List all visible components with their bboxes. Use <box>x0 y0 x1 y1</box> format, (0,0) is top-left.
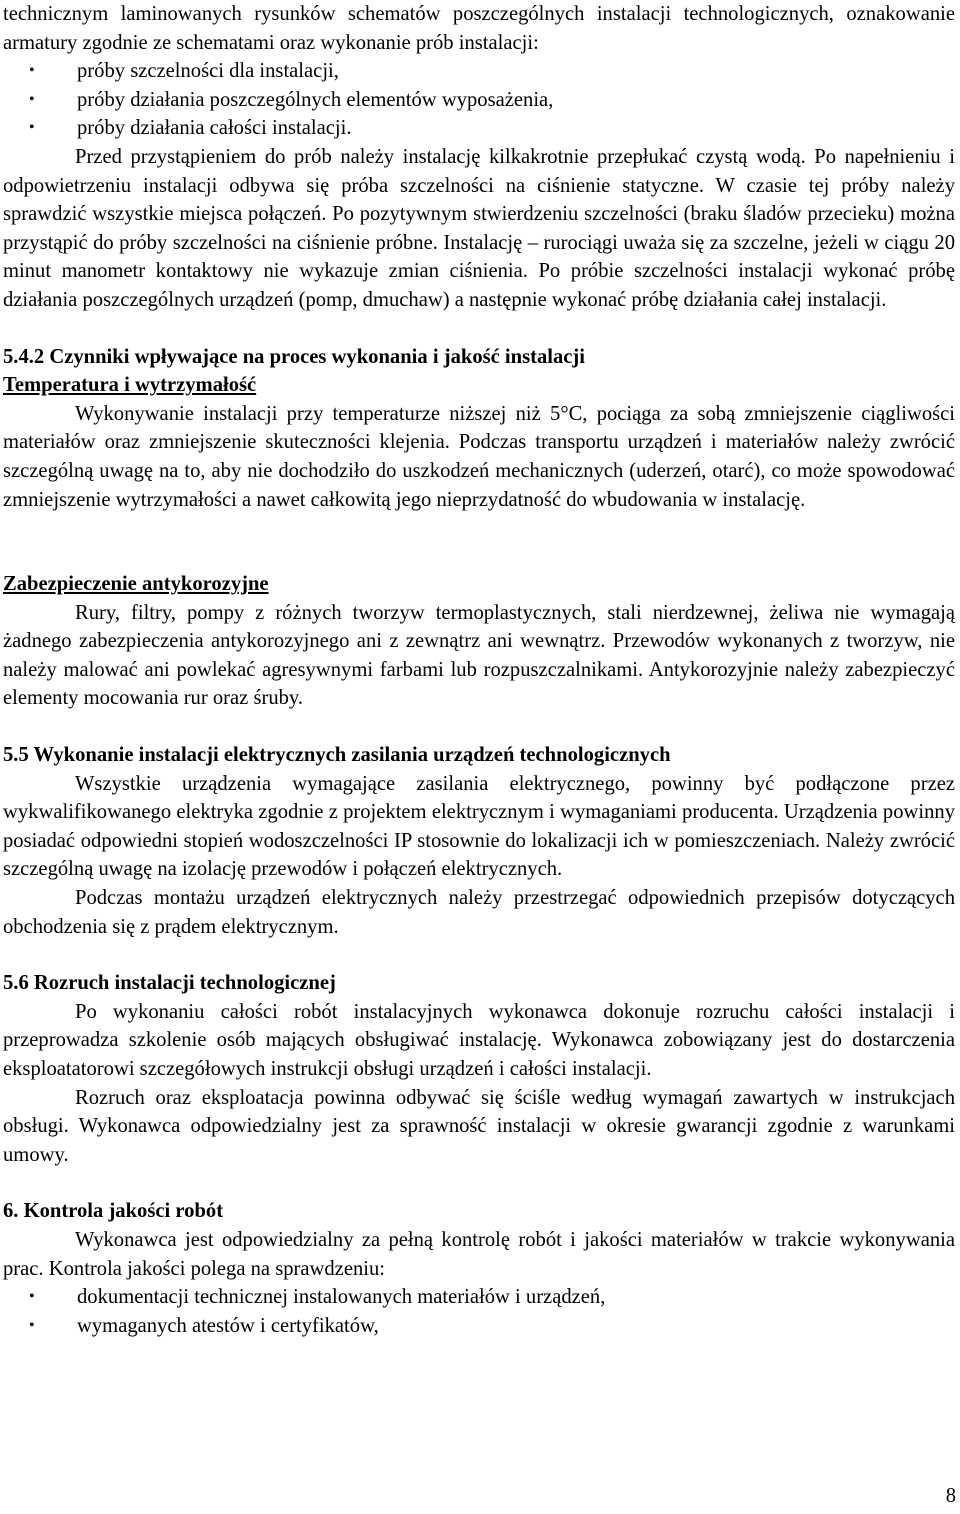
electrical-paragraph-1: Wszystkie urządzenia wymagające zasilania elektrycznego, powinny być podłączone przez wykwalifikowanego elektryka zgodnie z projektem elektrycznym i wymaganiami producenta. Urządzenia powinny posiadać odpowiedni stopień wodoszczelności IP stosownie do lokalizacji ich w pomieszczeniach. Należy zwrócić szczególną uwagę na izolację przewodów i połączeń elektrycznych. <box>3 772 955 881</box>
bullet-icon: • <box>29 90 35 108</box>
document-page <box>3 0 955 1340</box>
bullet-icon: • <box>29 1316 35 1334</box>
startup-paragraph-1: Po wykonaniu całości robót instalacyjnych wykonawca dokonuje rozruchu całości instalacji i przeprowadza szkolenie osób mających obsługiwać instalację. Wykonawca zobowiązany jest do dostarczenia eksploatatorowi szczegółowych instrukcji obsługi urządzeń i całości instalacji. <box>3 1000 955 1080</box>
section-heading-6: 6. Kontrola jakości robót <box>3 1200 224 1223</box>
testing-paragraph: Przed przystąpieniem do prób należy instalację kilkakrotnie przepłukać czystą wodą. Po napełnieniu i odpowietrzeniu instalacji odbywa się próba szczelności na ciśnienie statyczne. W czasie tej próby należy sprawdzić wszystkie miejsca połączeń. Po pozytywnym stwierdzeniu szczelności (braku śladów przecieku) można przystąpić do próby szczelności na ciśnienie próbne. Instalację – rurociągi uważa się za szczelne, jeżeli w ciągu 20 minut manometr kontaktowy nie wykazuje zmian ciśnienia. Po próbie szczelności instalacji wykonać próbę działania poszczególnych urządzeń (pomp, dmuchaw) a następnie wykonać próbę działania całej instalacji. <box>3 145 955 311</box>
subheading-temperature: Temperatura i wytrzymałość <box>3 374 257 397</box>
subheading-anticorrosion: Zabezpieczenie antykorozyjne <box>3 573 269 596</box>
bullet-icon: • <box>29 1288 35 1306</box>
list-item <box>3 1283 955 1312</box>
bullet-icon: • <box>29 62 35 80</box>
startup-paragraph-2: Rozruch oraz eksploatacja powinna odbywać się ściśle według wymagań zawartych w instrukcjach obsługi. Wykonawca odpowiedzialny jest za sprawność instalacji w okresie gwarancji zgodnie z warunkami umowy. <box>3 1086 955 1166</box>
list-item-text: próby działania poszczególnych elementów wyposażenia, <box>77 88 554 111</box>
list-item-text: wymaganych atestów i certyfikatów, <box>77 1314 379 1337</box>
list-item-text: próby szczelności dla instalacji, <box>77 60 339 83</box>
quality-control-paragraph: Wykonawca jest odpowiedzialny za pełną kontrolę robót i jakości materiałów w trakcie wykonywania prac. Kontrola jakości polega na sprawdzeniu: <box>3 1228 955 1280</box>
anticorrosion-paragraph: Rury, filtry, pompy z różnych tworzyw termoplastycznych, stali nierdzewnej, żeliwa nie wymagają żadnego zabezpieczenia antykorozyjnego ani z zewnątrz ani wewnątrz. Przewodów wykonanych z tworzyw, nie należy malować ani powlekać agresywnymi farbami lub rozpuszczalnikami. Antykorozyjnie należy zabezpieczyć elementy mocowania rur oraz śruby. <box>3 601 955 710</box>
temperature-paragraph: Wykonywanie instalacji przy temperaturze niższej niż 5°C, pociąga za sobą zmniejszenie ciągliwości materiałów oraz zmniejszenie skuteczności klejenia. Podczas transportu urządzeń i materiałów należy zwrócić szczególną uwagę na to, aby nie dochodziło do uszkodzeń mechanicznych (uderzeń, otarć), co może spowodować zmniejszenie wytrzymałości a nawet całkowitą jego nieprzydatność do wbudowania w instalację. <box>3 402 955 511</box>
list-item-text: próby działania całości instalacji. <box>77 117 352 140</box>
section-heading-5-5: 5.5 Wykonanie instalacji elektrycznych zasilania urządzeń technologicznych <box>3 744 671 767</box>
electrical-paragraph-2: Podczas montażu urządzeń elektrycznych należy przestrzegać odpowiednich przepisów dotyczących obchodzenia się z prądem elektrycznym. <box>3 887 955 938</box>
list-item <box>3 1312 955 1341</box>
list-item <box>3 114 955 143</box>
list-item <box>3 86 955 115</box>
intro-paragraph: technicznym laminowanych rysunków schematów poszczególnych instalacji technologicznych, oznakowanie armatury zgodnie ze schematami oraz wykonanie prób instalacji: <box>3 3 955 54</box>
list-item <box>3 57 955 86</box>
list-item-text: dokumentacji technicznej instalowanych materiałów i urządzeń, <box>77 1286 606 1309</box>
section-heading-5-4-2: 5.4.2 Czynniki wpływające na proces wykonania i jakość instalacji <box>3 345 586 368</box>
section-heading-5-6: 5.6 Rozruch instalacji technologicznej <box>3 972 336 995</box>
page-number: 8 <box>945 1485 956 1507</box>
bullet-icon: • <box>29 119 35 137</box>
